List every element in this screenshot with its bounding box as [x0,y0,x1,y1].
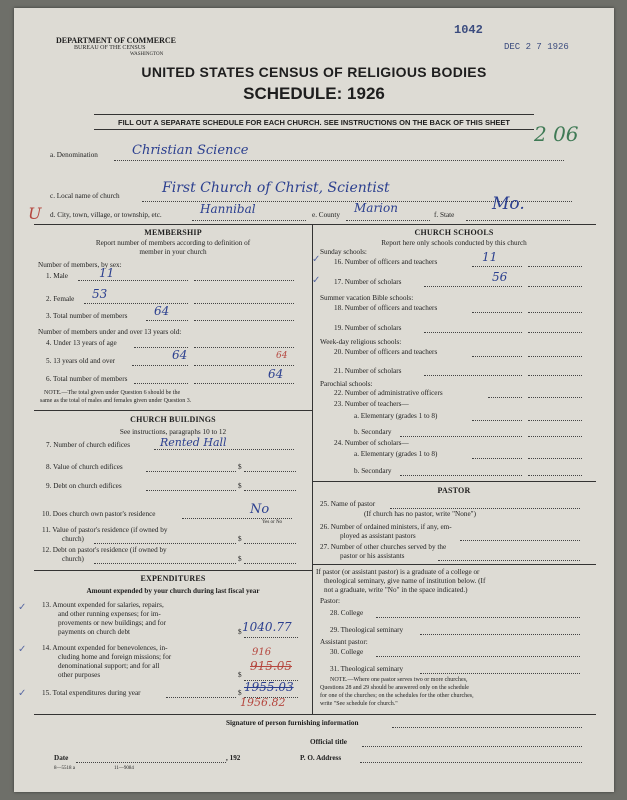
buildings-intro: See instructions, paragraphs 10 to 12 [119,428,227,436]
q14-label-4: other purposes [58,671,101,679]
bureau-name: BUREAU OF THE CENSUS [74,45,146,51]
expenditures-heading: EXPENDITURES [140,574,206,583]
q8-dollar: $ [238,463,242,471]
members-by-sex-label: Number of members, by sex: [38,261,122,269]
q13-amount-value: 1040.77 [242,620,292,634]
q5-over13-value: 64 [172,348,188,362]
q6-total-value: 64 [268,367,284,381]
pastor-sub-label: Pastor: [320,597,340,605]
census-schedule-sheet [14,8,614,792]
q26-label-1: 26. Number of ordained ministers, if any, em- [320,523,452,531]
bureau-city: WASHINGTON [130,52,164,57]
signature-label: Signature of person furnishing information [226,719,359,727]
local-name-label: c. Local name of church [50,192,120,200]
state-label: f. State [434,211,455,219]
q1-male-label: 1. Male [46,272,68,280]
print-code-1: 8—5518 a [54,766,75,771]
membership-intro-2: member in your church [139,248,207,256]
margin-mark: U [28,204,42,223]
assistant-pastor-label: Assistant pastor: [320,638,368,646]
q9-debt-label: 9. Debt on church edifices [46,482,122,490]
summer-schools-label: Summer vacation Bible schools: [320,294,414,302]
q4-under13-label: 4. Under 13 years of age [46,339,117,347]
q20-label: 20. Number of officers and teachers [334,348,438,356]
q13-label-4: payments on church debt [58,628,131,636]
q28-label: 28. College [330,609,364,617]
q24-label: 24. Number of scholars— [334,439,409,447]
q25-hint: (If church has no pastor, write "None") [364,510,476,518]
q8-value-label: 8. Value of church edifices [46,463,123,471]
q26-label-2: ployed as assistant pastors [340,532,416,540]
weekday-schools-label: Week-day religious schools: [320,338,402,346]
q5-over13-label: 5. 13 years old and over [46,357,116,365]
q5-check-value: 64 [276,351,288,361]
q15-amount-correction: 1956.82 [240,696,286,709]
q13-label-2: and other running expenses; for im- [58,610,161,618]
local-name-value: First Church of Christ, Scientist [162,180,390,196]
date-received-stamp: DEC 2 7 1926 [504,42,569,52]
q30-label: 30. College [330,648,364,656]
q29-label: 29. Theological seminary [330,626,404,634]
q2-female-label: 2. Female [46,295,75,303]
corner-code-handwritten: 2 06 [534,122,579,146]
print-code-2: 11—9084 [114,766,134,771]
state-value: Mo. [492,194,525,214]
official-title-label: Official title [310,738,347,746]
check-mark-q15: ✓ [18,688,27,699]
city-label: d. City, town, village, or township, etc. [50,211,162,219]
q1-male-value: 11 [99,266,115,280]
graduate-intro-2: theological seminary, give name of institution below. (If [324,577,486,585]
graduate-intro-3: not a graduate, write "No" in the space indicated.) [324,586,468,594]
q25-label: 25. Name of pastor [320,500,376,508]
denomination-label: a. Denomination [50,151,98,159]
q10-residence-label: 10. Does church own pastor's residence [42,510,156,518]
q11-value-label-2: church) [62,535,84,543]
q15-dollar: $ [238,689,242,697]
q21-label: 21. Number of scholars [334,367,402,375]
schools-heading: CHURCH SCHOOLS [414,228,494,237]
q14-label-1: 14. Amount expended for benevolences, in- [42,644,168,652]
q23a-label: a. Elementary (grades 1 to 8) [354,412,438,420]
q14-dollar: $ [238,671,242,679]
separate-schedule-instruction: FILL OUT A SEPARATE SCHEDULE FOR EACH CHURCH. SEE INSTRUCTIONS ON THE BACK OF THIS SHEET [118,118,510,127]
q27-label-1: 27. Number of other churches served by the [320,543,447,551]
q3-total-value: 64 [154,304,170,318]
q7-edifices-label: 7. Number of church edifices [46,441,131,449]
file-number-stamp: 1042 [454,23,483,37]
q11-value-label-1: 11. Value of pastor's residence (if owned by [42,526,168,534]
denomination-value: Christian Science [132,143,249,158]
membership-note-2: same as the total of males and females given under Question 3. [40,398,192,404]
form-subtitle: SCHEDULE: 1926 [243,84,385,103]
date-label: Date [54,754,69,762]
check-mark-q16: ✓ [312,254,321,265]
q24b-label: b. Secondary [354,467,392,475]
pastor-note-3: for one of the churches; on the schedules for the other churches, [320,693,474,699]
q14-amount-value: 915.05 [250,659,292,673]
age-intro-label: Number of members under and over 13 years old: [38,328,182,336]
q12-debt-label-1: 12. Debt on pastor's residence (if owned by [42,546,167,554]
q19-label: 19. Number of scholars [334,324,402,332]
expenditures-intro: Amount expended by your church during last fiscal year [86,587,260,595]
q3-total-label: 3. Total number of members [46,312,128,320]
q31-label: 31. Theological seminary [330,665,404,673]
buildings-heading: CHURCH BUILDINGS [130,415,216,424]
membership-intro-1: Report number of members according to definition of [95,239,251,247]
q23-label: 23. Number of teachers— [334,400,409,408]
schools-intro: Report here only schools conducted by this church [381,239,527,247]
q17-value: 56 [492,270,508,284]
q14-label-2: cluding home and foreign missions; for [58,653,172,661]
q14-amount-correction: 916 [252,647,272,658]
q18-label: 18. Number of officers and teachers [334,304,438,312]
q16-value: 11 [482,250,498,264]
form-title: UNITED STATES CENSUS OF RELIGIOUS BODIES [141,64,487,80]
department-name: DEPARTMENT OF COMMERCE [56,36,177,45]
q6-total-label: 6. Total number of members [46,375,128,383]
q14-label-3: denominational support; and for all [58,662,160,670]
q16-label: 16. Number of officers and teachers [334,258,438,266]
county-label: e. County [312,211,340,219]
yes-or-no-hint: Yes or No [262,520,283,525]
q22-label: 22. Number of administrative officers [334,389,443,397]
q2-female-value: 53 [92,287,108,301]
sunday-schools-label: Sunday schools: [320,248,367,256]
city-value: Hannibal [200,202,256,216]
q12-dollar: $ [238,555,242,563]
q15-label: 15. Total expenditures during year [42,689,141,697]
q17-label: 17. Number of scholars [334,278,402,286]
pastor-note-2: Questions 28 and 29 should be answered only on the schedule [320,685,469,691]
q11-dollar: $ [238,535,242,543]
pastor-heading: PASTOR [437,486,471,495]
q24a-label: a. Elementary (grades 1 to 8) [354,450,438,458]
county-value: Marion [354,201,398,215]
pastor-note-4: write "See schedule for church." [320,701,398,707]
po-address-label: P. O. Address [300,754,342,762]
check-mark-q13: ✓ [18,602,27,613]
q12-debt-label-2: church) [62,555,84,563]
q13-dollar: $ [238,628,242,636]
membership-heading: MEMBERSHIP [144,228,202,237]
q13-label-3: provements or new buildings; and for [58,619,166,627]
q27-label-2: pastor or his assistants [340,552,405,560]
q7-edifices-value: Rented Hall [160,436,227,449]
year-label: , 192 [226,754,241,762]
check-mark-q14: ✓ [18,644,27,655]
check-mark-q17: ✓ [312,275,321,286]
membership-note-1: NOTE.—The total given under Question 6 should be the [44,390,181,396]
pastor-note-1: NOTE.—Where one pastor serves two or more churches, [330,677,468,683]
q9-dollar: $ [238,482,242,490]
q15-amount-value: 1955.03 [244,680,294,694]
q23b-label: b. Secondary [354,428,392,436]
q10-residence-value: No [250,502,270,517]
parochial-schools-label: Parochial schools: [320,380,373,388]
graduate-intro-1: If pastor (or assistant pastor) is a graduate of a college or [316,568,480,576]
q13-label-1: 13. Amount expended for salaries, repairs, [42,601,164,609]
